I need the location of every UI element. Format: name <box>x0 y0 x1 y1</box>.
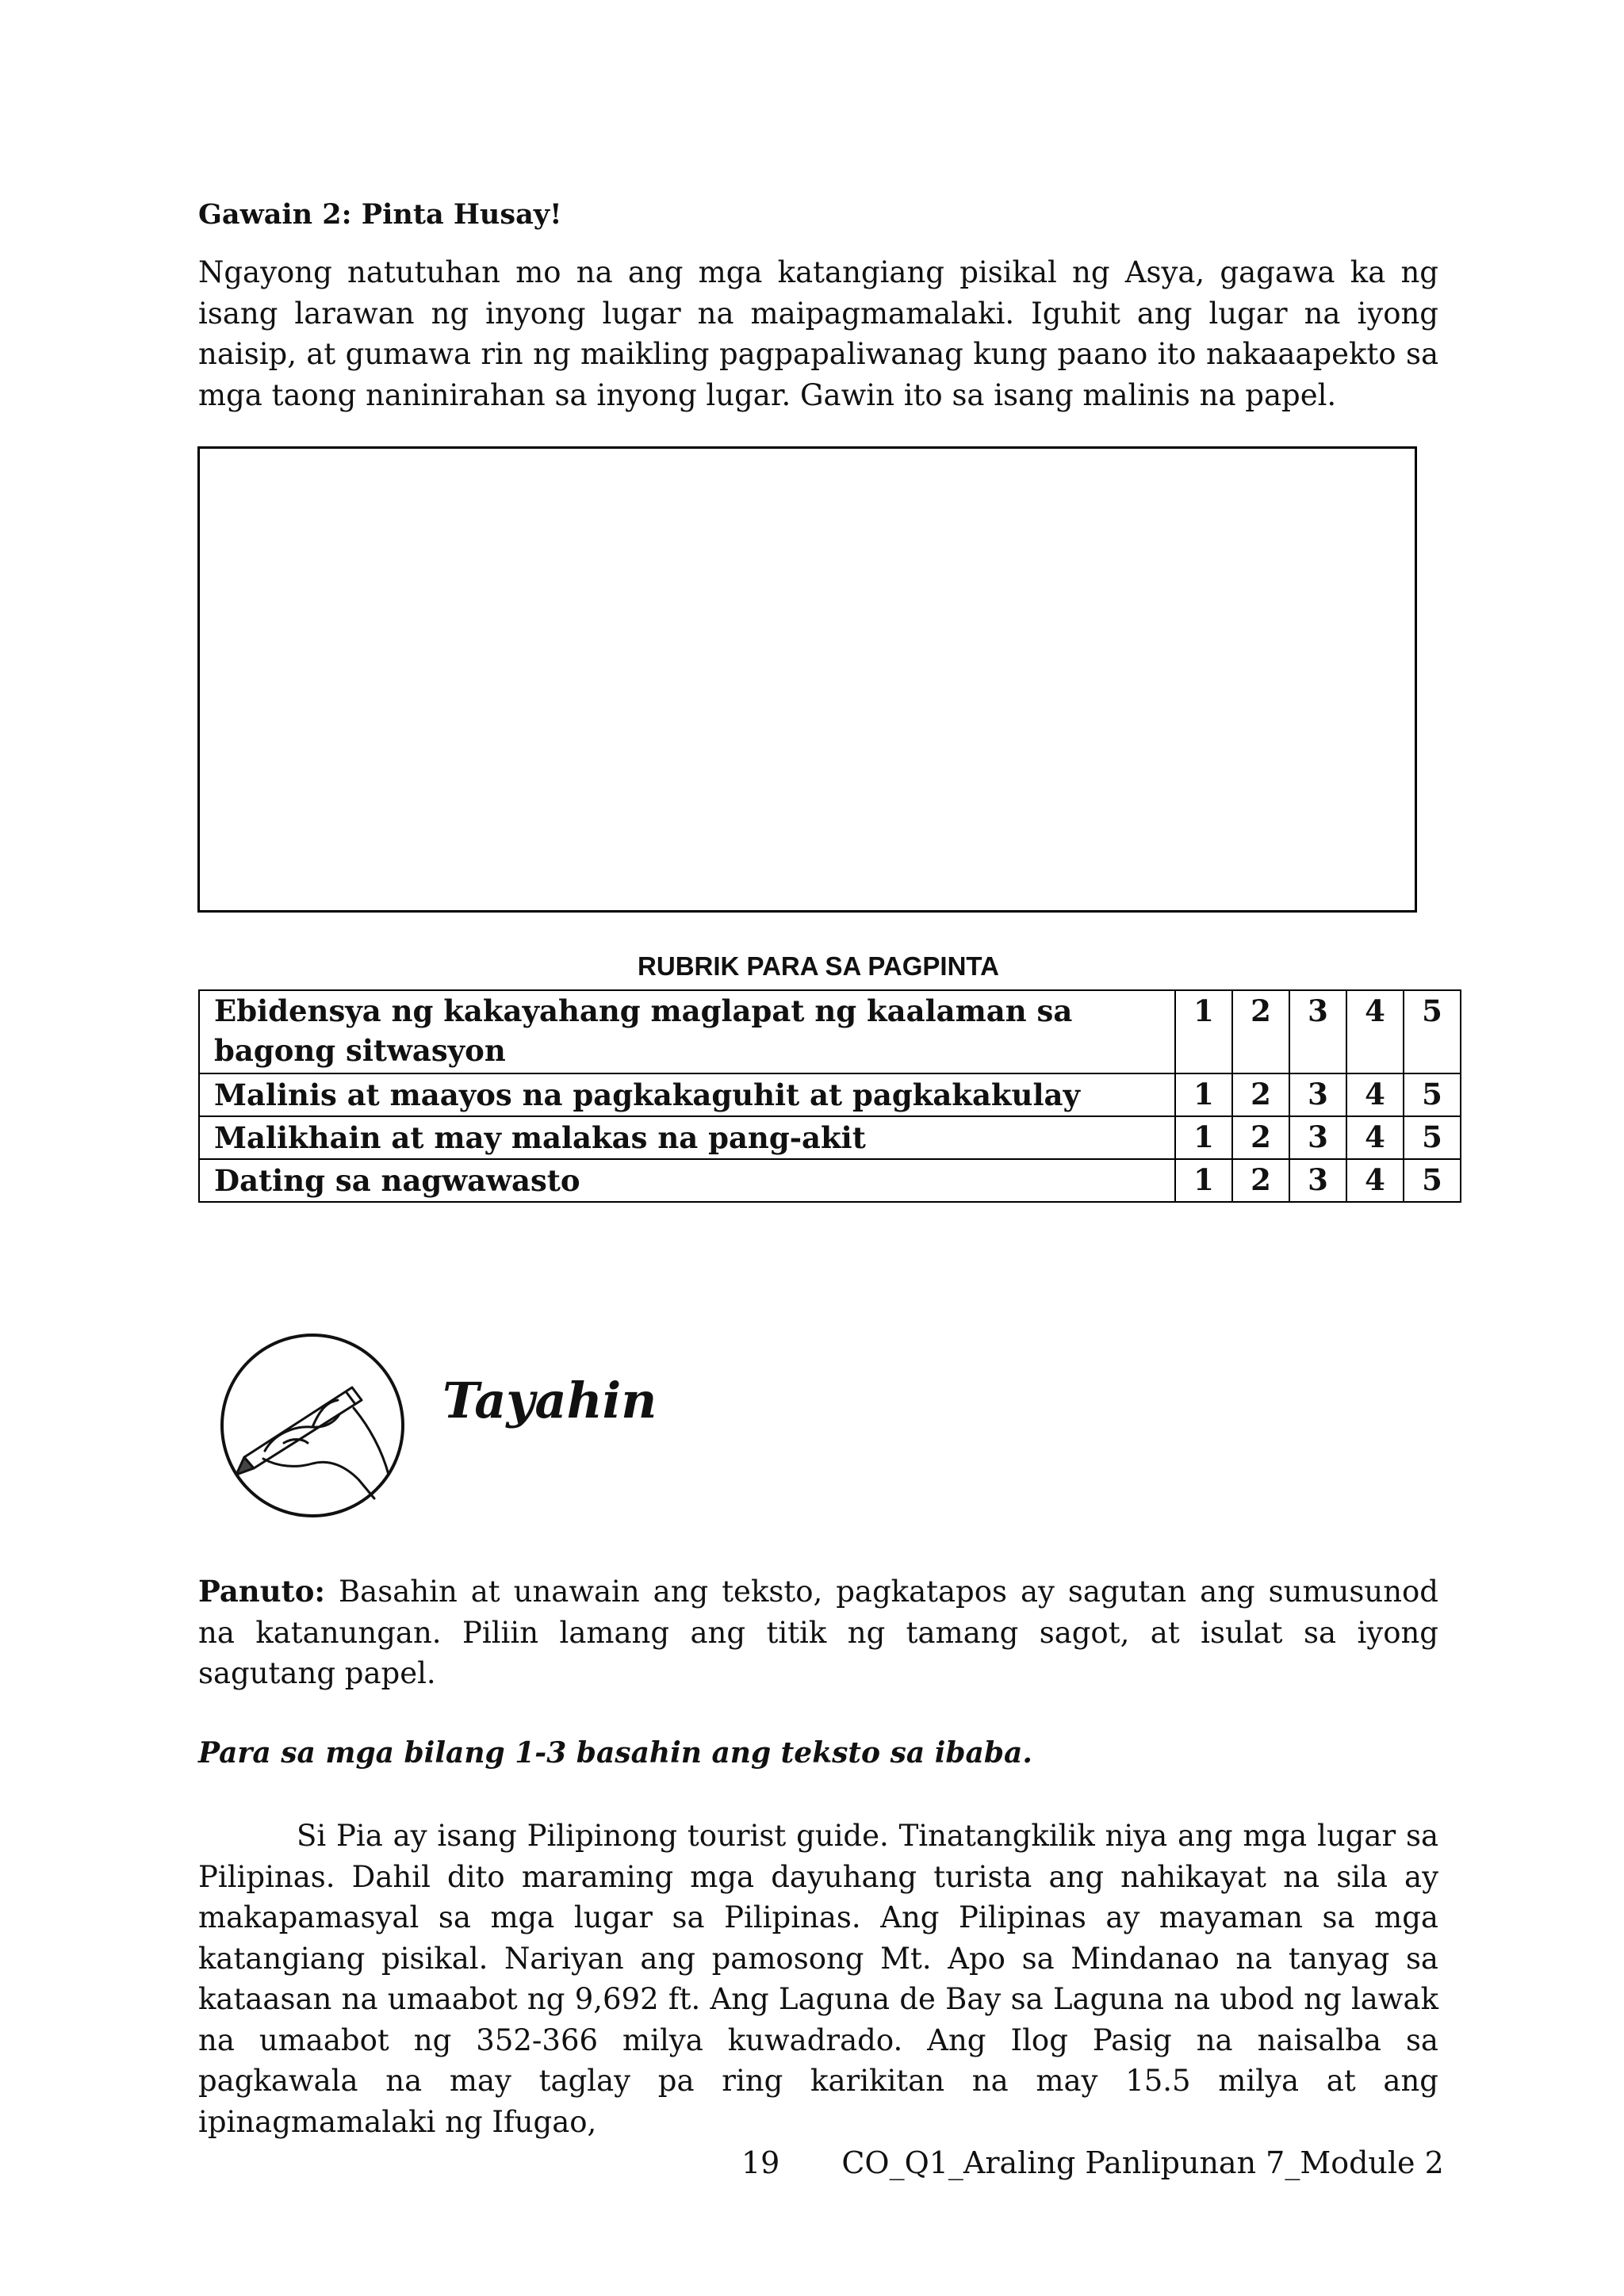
rubric-score: 2 <box>1232 1073 1289 1116</box>
rubric-score: 4 <box>1346 990 1404 1073</box>
rubric-row <box>199 1159 1461 1202</box>
assessment-directions <box>198 1571 1438 1694</box>
rubric-score: 3 <box>1289 1116 1346 1159</box>
rubric-score: 2 <box>1232 990 1289 1073</box>
drawing-area-box <box>197 446 1417 913</box>
rubric-table <box>198 989 1461 1203</box>
rubric-criterion: Ebidensya ng kakayahang maglapat ng kaalaman sa bagong sitwasyon <box>199 990 1175 1073</box>
activity-title: Gawain 2: Pinta Husay! <box>198 198 562 231</box>
rubric-score: 1 <box>1175 990 1232 1073</box>
rubric-criterion: Dating sa nagwawasto <box>199 1159 1175 1202</box>
page-footer <box>741 2145 1444 2180</box>
hand-writing-pencil-icon <box>219 1332 406 1519</box>
rubric-score: 1 <box>1175 1159 1232 1202</box>
rubric-score: 4 <box>1346 1073 1404 1116</box>
page-number: 19 <box>741 2145 780 2180</box>
directions-label: Panuto: <box>198 1574 326 1609</box>
reading-heading: Para sa mga bilang 1-3 basahin ang teksto sa ibaba. <box>198 1736 1032 1770</box>
rubric-score: 4 <box>1346 1116 1404 1159</box>
rubric-title: RUBRIK PARA SA PAGPINTA <box>638 951 999 981</box>
rubric-score: 5 <box>1404 1159 1461 1202</box>
rubric-row <box>199 1073 1461 1116</box>
directions-text: Basahin at unawain ang teksto, pagkatapos ay sagutan ang sumusunod na katanungan. Piliin lamang ang titik ng tamang sagot, at isulat sa iyong sagutang papel. <box>198 1575 1438 1690</box>
activity-instructions: Ngayong natutuhan mo na ang mga katangiang pisikal ng Asya, gagawa ka ng isang larawan ng inyong lugar na maipagmamalaki. Iguhit ang lugar na iyong naisip, at gumawa rin ng maikling pagpapaliwanag kung paano ito nakaaapekto sa mga taong naninirahan sa inyong lugar. Gawin ito sa isang malinis na papel. <box>198 255 1438 412</box>
rubric-score: 5 <box>1404 990 1461 1073</box>
rubric-score: 3 <box>1289 990 1346 1073</box>
rubric-row <box>199 1116 1461 1159</box>
reading-passage: Si Pia ay isang Pilipinong tourist guide. Tinatangkilik niya ang mga lugar sa Pilipinas. Dahil dito maraming mga dayuhang turista ang nahikayat na sila ay makapamasyal sa mga lugar sa Pilipinas. Ang Pilipinas ay mayaman sa mga katangiang pisikal. Nariyan ang pamosong Mt. Apo sa Mindanao na tanyag sa kataasan na umaabot ng 9,692 ft. Ang Laguna de Bay sa Laguna na ubod ng lawak na umaabot ng 352-366 milya kuwadrado. Ang Ilog Pasig na naisalba sa pagkawala na may taglay pa ring karikitan na may 15.5 milya at ang ipinagmamalaki ng Ifugao, <box>198 1819 1438 2139</box>
rubric-row <box>199 990 1461 1073</box>
rubric-criterion: Malikhain at may malakas na pang-akit <box>199 1116 1175 1159</box>
rubric-score: 2 <box>1232 1159 1289 1202</box>
rubric-score: 5 <box>1404 1116 1461 1159</box>
rubric-score: 1 <box>1175 1116 1232 1159</box>
rubric-score: 3 <box>1289 1159 1346 1202</box>
assessment-title: Tayahin <box>442 1372 657 1429</box>
rubric-score: 1 <box>1175 1073 1232 1116</box>
rubric-score: 5 <box>1404 1073 1461 1116</box>
module-code: CO_Q1_Araling Panlipunan 7_Module 2 <box>841 2145 1444 2180</box>
rubric-score: 3 <box>1289 1073 1346 1116</box>
rubric-criterion: Malinis at maayos na pagkakaguhit at pagkakakulay <box>199 1073 1175 1116</box>
rubric-score: 2 <box>1232 1116 1289 1159</box>
rubric-score: 4 <box>1346 1159 1404 1202</box>
